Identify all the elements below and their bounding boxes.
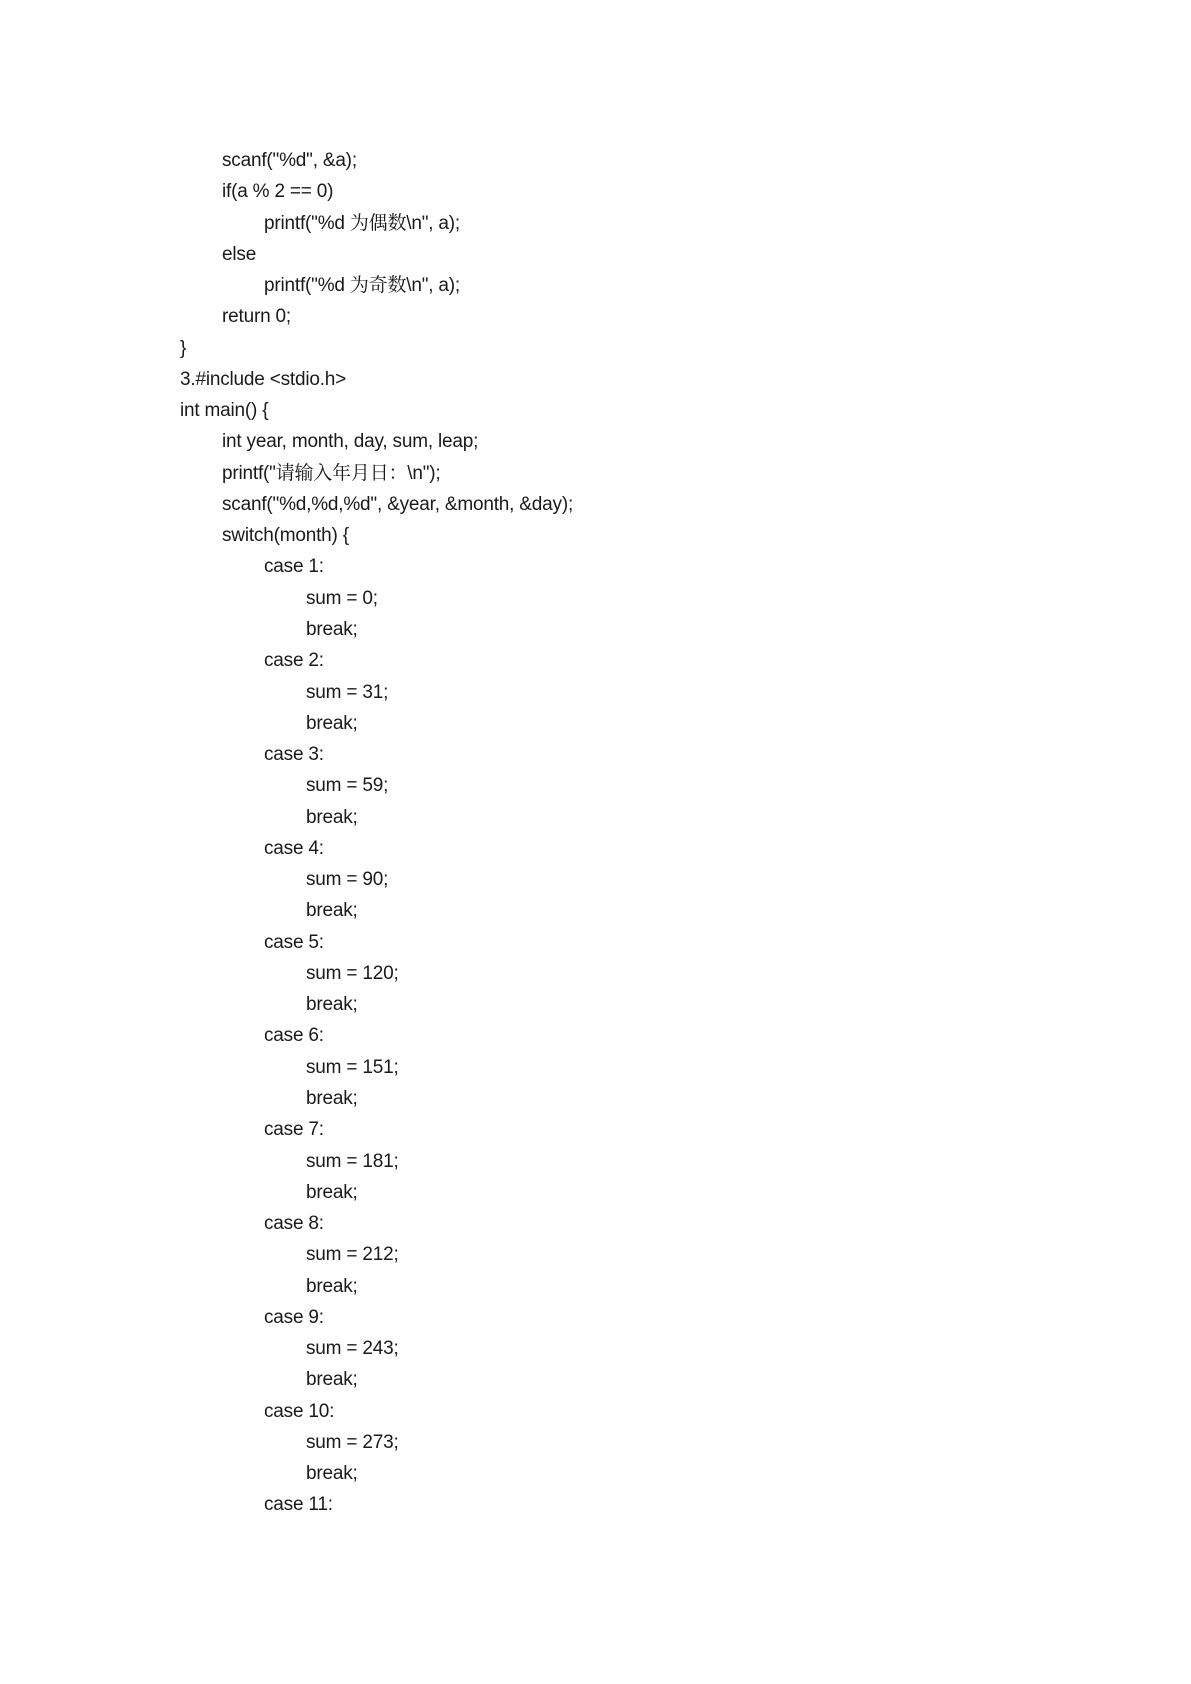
code-line: break; bbox=[306, 1181, 358, 1203]
code-line: case 10: bbox=[264, 1400, 335, 1422]
code-line: } bbox=[180, 337, 187, 359]
code-line: case 11: bbox=[264, 1494, 333, 1516]
code-line: sum = 151; bbox=[306, 1056, 399, 1078]
code-line: printf("%d 为偶数\n", a); bbox=[264, 212, 460, 234]
code-line: scanf("%d", &a); bbox=[222, 150, 357, 171]
code-line: case 6: bbox=[264, 1025, 324, 1047]
code-line: int main() { bbox=[180, 400, 269, 422]
code-line: case 1: bbox=[264, 556, 324, 578]
code-line: sum = 181; bbox=[306, 1150, 399, 1172]
code-line: printf("请输入年月日：\n"); bbox=[222, 462, 441, 484]
code-line: sum = 273; bbox=[306, 1431, 399, 1453]
code-line: printf("%d 为奇数\n", a); bbox=[264, 275, 460, 297]
code-line: case 5: bbox=[264, 931, 324, 953]
code-line: switch(month) { bbox=[222, 525, 349, 547]
code-line: sum = 120; bbox=[306, 962, 399, 984]
code-line: scanf("%d,%d,%d", &year, &month, &day); bbox=[222, 493, 574, 515]
code-line: sum = 31; bbox=[306, 681, 389, 703]
code-line: sum = 212; bbox=[306, 1244, 399, 1266]
code-line: break; bbox=[306, 994, 358, 1016]
code-line: sum = 90; bbox=[306, 869, 389, 891]
code-line: case 9: bbox=[264, 1306, 324, 1328]
code-listing bbox=[180, 145, 573, 1521]
code-line: sum = 59; bbox=[306, 775, 389, 797]
code-line: break; bbox=[306, 1463, 358, 1485]
code-line: sum = 243; bbox=[306, 1338, 399, 1360]
code-line: break; bbox=[306, 1087, 358, 1109]
code-line: return 0; bbox=[222, 306, 291, 328]
code-line: else bbox=[222, 243, 257, 265]
code-line: case 8: bbox=[264, 1213, 324, 1235]
code-line: break; bbox=[306, 1369, 358, 1391]
code-line: case 3: bbox=[264, 744, 324, 766]
code-line: 3.#include <stdio.h> bbox=[180, 368, 347, 390]
code-line: sum = 0; bbox=[306, 587, 378, 609]
code-line: break; bbox=[306, 712, 358, 734]
code-line: case 7: bbox=[264, 1119, 324, 1141]
code-line: break; bbox=[306, 1275, 358, 1297]
code-line: break; bbox=[306, 806, 358, 828]
code-line: case 2: bbox=[264, 650, 324, 672]
code-line: break; bbox=[306, 900, 358, 922]
code-line: case 4: bbox=[264, 837, 324, 859]
code-line: break; bbox=[306, 618, 358, 640]
code-line: if(a % 2 == 0) bbox=[222, 181, 334, 203]
code-line: int year, month, day, sum, leap; bbox=[222, 431, 479, 453]
